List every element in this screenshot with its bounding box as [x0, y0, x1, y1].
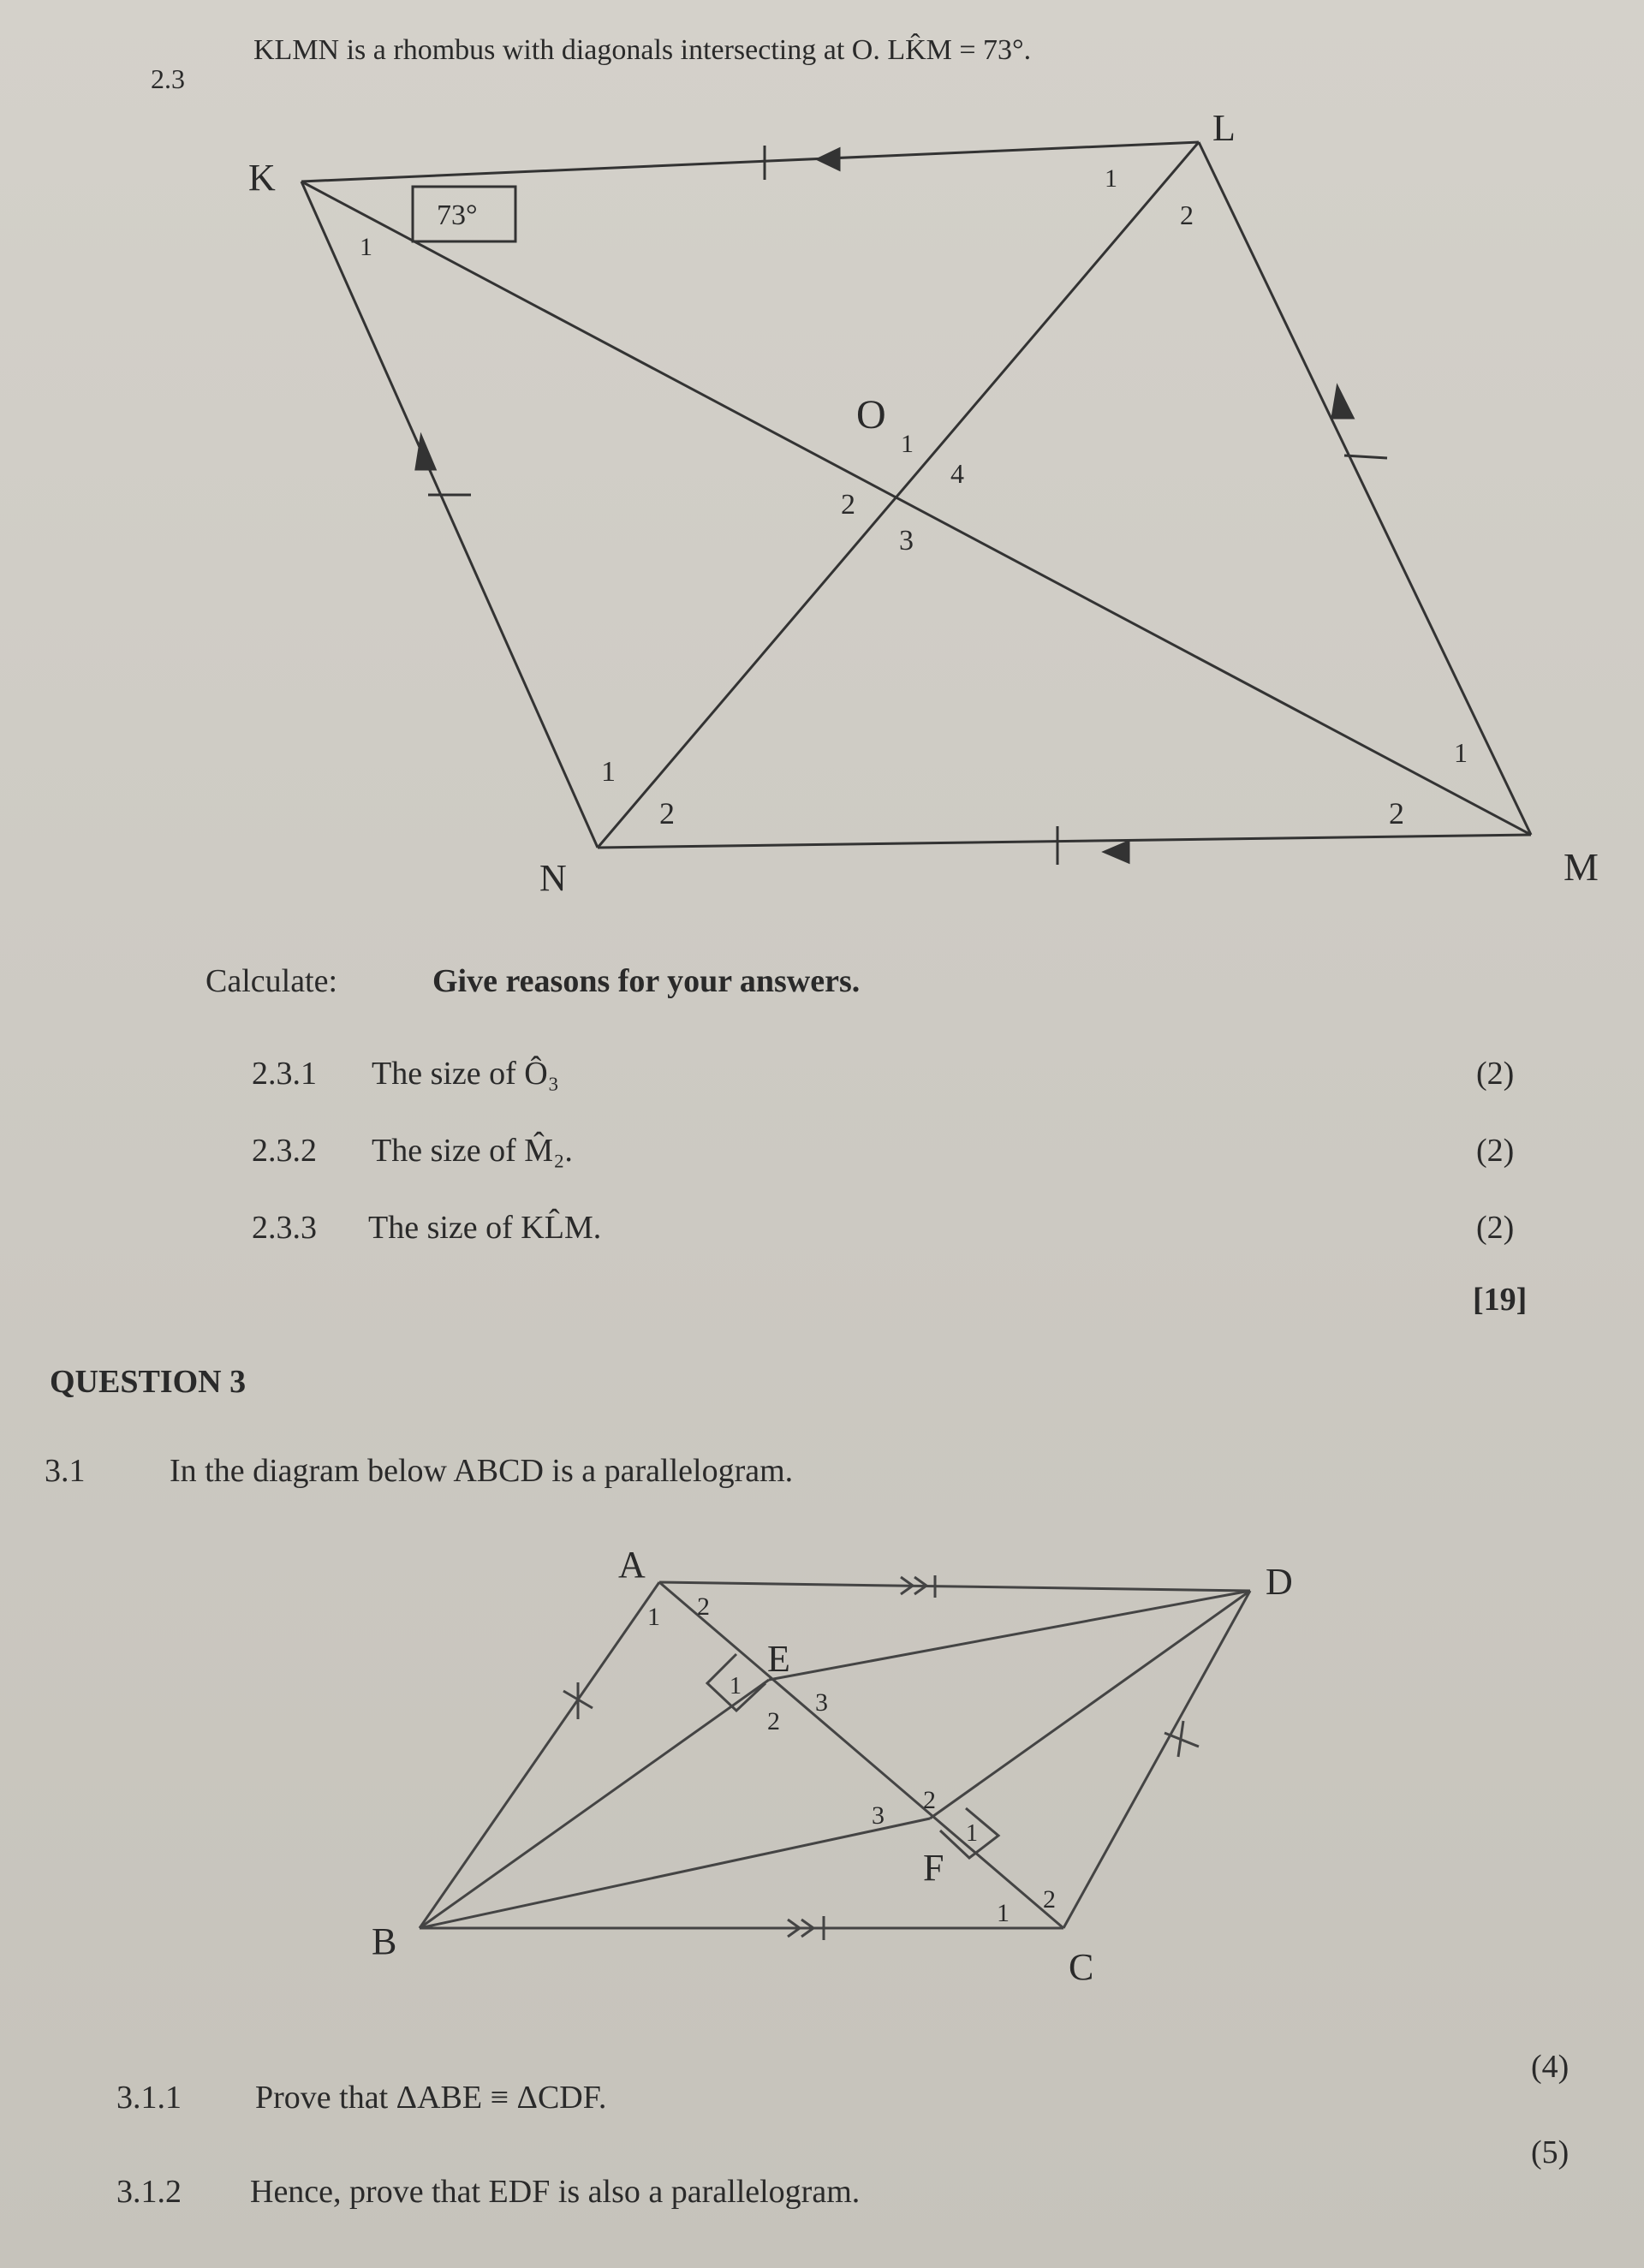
item-marks: (4): [1531, 2049, 1570, 2085]
item-text: Hence, prove that EDF is also a parallelogram.: [250, 2174, 861, 2210]
angle-O3: 3: [899, 525, 914, 557]
question-heading: QUESTION 3: [50, 1364, 247, 1400]
calculate-label: Calculate:: [206, 963, 338, 999]
side-AB: [420, 1582, 659, 1928]
angle-A2: 2: [697, 1592, 710, 1621]
q23-statement: KLMN is a rhombus with diagonals intersecting at O. LK̂M = 73°.: [253, 34, 1032, 66]
total-marks: [19]: [1473, 1282, 1528, 1318]
angle-O4: 4: [950, 458, 964, 489]
item-text: The size of Ô₃: [372, 1056, 560, 1092]
vertex-L: L: [1212, 107, 1236, 149]
angle-O1: 1: [901, 430, 914, 458]
angle-A1: 1: [647, 1603, 660, 1631]
angle-M1: 1: [1454, 737, 1468, 768]
angle-E1: 1: [730, 1673, 742, 1700]
vertex-F: F: [923, 1847, 944, 1889]
diagonal-AC: [659, 1582, 1063, 1928]
item-num: 2.3.2: [252, 1133, 317, 1169]
q23-number: 2.3: [151, 63, 185, 94]
angle-L1: 1: [1105, 164, 1117, 193]
item-marks: (5): [1531, 2134, 1570, 2170]
item-marks: (2): [1476, 1210, 1515, 1246]
item-num: 2.3.3: [252, 1210, 317, 1246]
item-text: The size of M̂₂.: [372, 1133, 573, 1169]
angle-C1: 1: [997, 1899, 1010, 1927]
angle-M2: 2: [1389, 796, 1404, 830]
segment-ED: [769, 1591, 1250, 1680]
vertex-K: K: [248, 157, 276, 199]
item-num: 2.3.1: [252, 1056, 317, 1092]
q31-number: 3.1: [45, 1453, 86, 1489]
item-marks: (2): [1476, 1133, 1515, 1169]
side-DC: [1063, 1591, 1250, 1928]
vertex-C: C: [1069, 1946, 1094, 1988]
angle-C2: 2: [1043, 1885, 1056, 1914]
angle-N1: 1: [601, 756, 616, 788]
item-text: The size of KL̂M.: [368, 1210, 602, 1246]
side-AD: [659, 1582, 1250, 1591]
vertex-B: B: [372, 1920, 397, 1962]
segment-FD: [930, 1591, 1250, 1819]
angle-box-text: 73°: [437, 199, 478, 231]
item-marks: (2): [1476, 1056, 1515, 1092]
vertex-N: N: [539, 857, 567, 899]
vertex-M: M: [1564, 845, 1599, 889]
angle-F1: 1: [966, 1820, 978, 1847]
vertex-O: O: [856, 392, 886, 438]
item-num: 3.1.1: [116, 2080, 182, 2116]
item-num: 3.1.2: [116, 2174, 182, 2210]
angle-F2: 2: [923, 1786, 936, 1814]
vertex-E: E: [767, 1638, 790, 1680]
angle-N2: 2: [659, 796, 675, 830]
item-text: Prove that ΔABE ≡ ΔCDF.: [255, 2080, 607, 2116]
angle-E3: 3: [815, 1688, 828, 1717]
vertex-D: D: [1266, 1561, 1293, 1603]
angle-O2: 2: [841, 489, 855, 521]
angle-K1: 1: [360, 233, 372, 261]
angle-F3: 3: [872, 1801, 885, 1830]
angle-E2: 2: [767, 1707, 780, 1735]
vertex-A: A: [618, 1544, 646, 1586]
instruction-text: Give reasons for your answers.: [432, 963, 861, 999]
q31-statement: In the diagram below ABCD is a parallelogram.: [170, 1453, 794, 1489]
angle-L2: 2: [1180, 199, 1194, 230]
